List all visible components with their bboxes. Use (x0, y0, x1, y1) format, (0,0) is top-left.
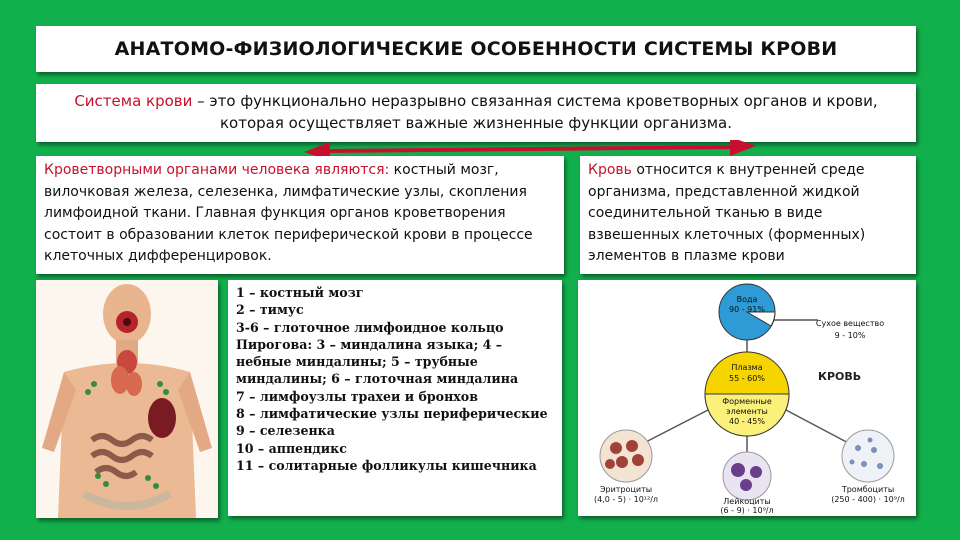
definition-text: – это функционально неразрывно связанная система кроветворных органов и крови, которая осуществляет важные жизненные функции организма. (192, 92, 878, 132)
anatomy-illustration (36, 280, 218, 518)
definition-box (36, 84, 916, 142)
legend-item: 1 – костный мозг (236, 285, 364, 300)
formed-pct: 40 - 45% (729, 417, 765, 426)
leukocytes-count: (6 - 9) · 10⁹/л (720, 506, 774, 515)
definition-term: Система крови (74, 92, 193, 110)
blood-term: Кровь (588, 162, 632, 178)
legend-item: 11 – солитарные фолликулы кишечника (236, 457, 537, 473)
legend-item: 8 – лимфатические узлы периферические (236, 406, 548, 422)
formed-label-1: Форменные (722, 397, 772, 406)
formed-label-2: элементы (726, 407, 768, 416)
thrombocytes-label: Тромбоциты (841, 485, 895, 494)
organs-text: костный мозг, вилочковая железа, селезенка, лимфатические узлы, скопления лимфоидной ткани. Главная функция органов кроветворения состоит в образовании клеток периферической крови в процессе клеточных дифференцировок. (44, 162, 533, 264)
plasma-pct: 55 - 60% (729, 374, 765, 383)
legend-item: 9 – селезенка (236, 423, 335, 439)
organs-term: Кроветворными органами человека являются: (44, 162, 390, 178)
erythrocytes-count: (4,0 - 5) · 10¹²/л (593, 495, 659, 504)
thrombocytes-count: (250 - 400) · 10⁹/л (831, 495, 905, 504)
blood-center-label: КРОВЬ (818, 370, 862, 383)
plasma-label: Плазма (731, 363, 763, 372)
title-box (36, 26, 916, 72)
solids-pct: 9 - 10% (834, 331, 866, 340)
water-label: Вода (736, 295, 758, 304)
water-pct: 90 - 91% (729, 305, 765, 314)
leukocytes-label: Лейкоциты (723, 497, 771, 506)
erythrocytes-label: Эритроциты (599, 485, 653, 494)
hematopoietic-organs-box (36, 156, 564, 274)
legend-item: 7 – лимфоузлы трахеи и бронхов (236, 388, 478, 404)
blood-text: относится к внутренней среде организма, представленной жидкой соединительной тканью в виде взвешенных клеточных (форменных) элементов в плазме крови (588, 162, 866, 264)
blood-definition-box (580, 156, 916, 274)
legend-item: 3-6 – глоточное лимфоидное кольцо Пирогова: 3 – миндалина языка; 4 – небные миндалины; 5 – трубные миндалины; 6 – глоточная миндалина (236, 319, 519, 387)
solids-label: Сухое вещество (815, 319, 885, 328)
anatomy-legend (228, 280, 562, 516)
legend-item: 10 – аппендикс (236, 440, 347, 456)
legend-item: 2 – тимус (236, 302, 304, 318)
page-title: АНАТОМО-ФИЗИОЛОГИЧЕСКИЕ ОСОБЕННОСТИ СИСТЕМЫ КРОВИ (114, 38, 838, 60)
blood-composition-diagram (578, 280, 916, 516)
